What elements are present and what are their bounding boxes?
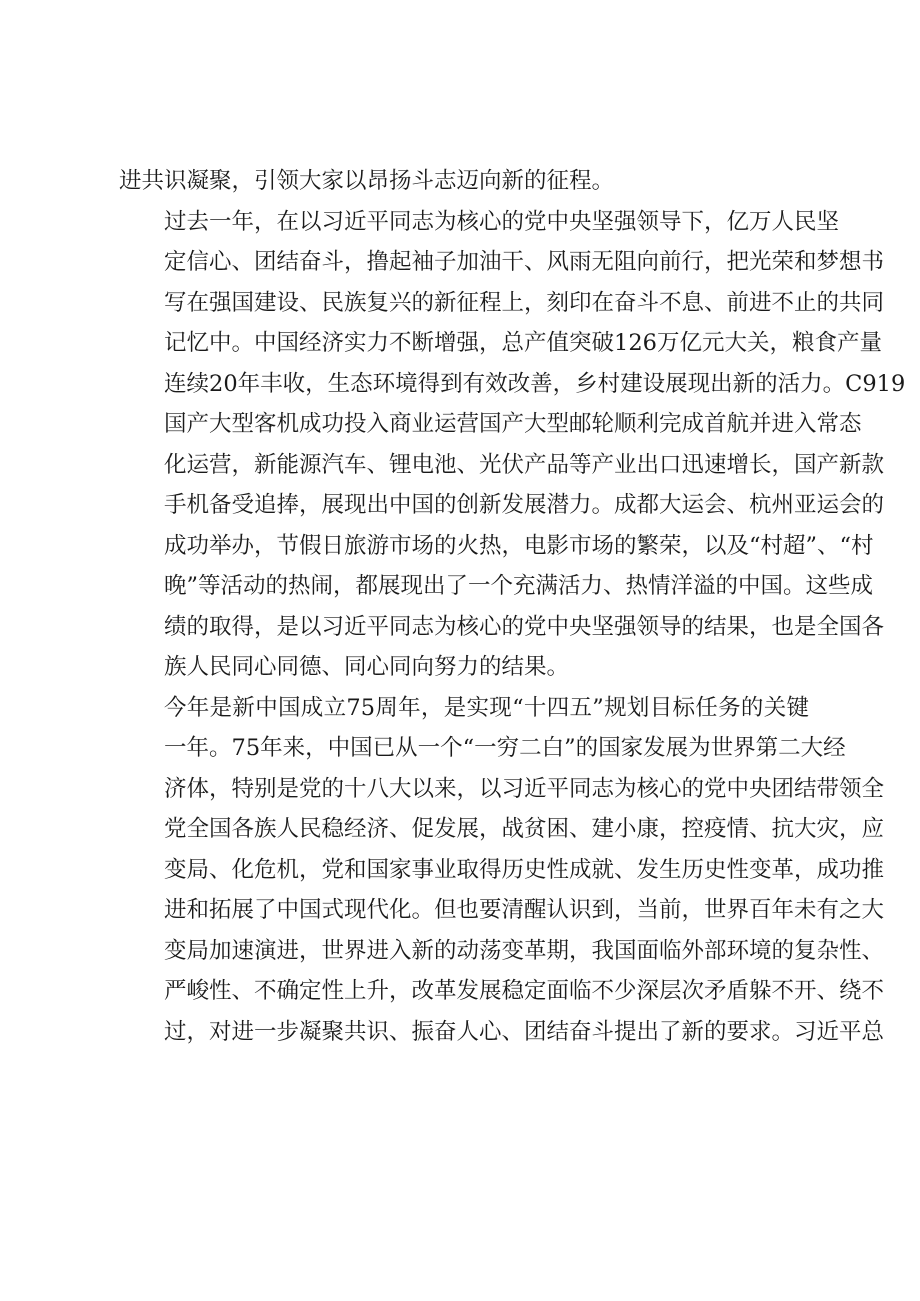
text-line: 连续20年丰收，生态环境得到有效改善，乡村建设展现出新的活力。C919 [164, 370, 906, 397]
text-line: 国产大型客机成功投入商业运营国产大型邮轮顺利完成首航并进入常态 [164, 411, 862, 437]
text-line: 化运营，新能源汽车、锂电池、光伏产品等产业出口迅速增长，国产新款 [164, 451, 885, 478]
text-line: 变局、化危机，党和国家事业取得历史性成就、发生历史性变革，成功推 [164, 856, 885, 883]
text-line: 严峻性、不确定性上升，改革发展稳定面临不少深层次矛盾躲不开、绕不 [164, 978, 885, 1004]
text-line: 写在强国建设、民族复兴的新征程上，刻印在奋斗不息、前进不止的共同 [164, 289, 885, 316]
text-line: 济体，特别是党的十八大以来，以习近平同志为核心的党中央团结带领全 [164, 775, 885, 802]
text-line: 族人民同心同德、同心同向努力的结果。 [164, 654, 570, 680]
text-line: 手机备受追捧，展现出中国的创新发展潜力。成都大运会、杭州亚运会的 [164, 492, 885, 518]
text-line: 过去一年，在以习近平同志为核心的党中央坚强领导下，亿万人民坚 [164, 208, 840, 235]
text-line: 过，对进一步凝聚共识、振奋人心、团结奋斗提出了新的要求。习近平总 [164, 1018, 885, 1045]
text-line: 成功举办，节假日旅游市场的火热，电影市场的繁荣，以及“村超”、“村 [164, 532, 874, 559]
text-line: 晚”等活动的热闹，都展现出了一个充满活力、热情洋溢的中国。这些成 [164, 573, 874, 599]
paragraph [119, 161, 809, 202]
document-body [119, 161, 906, 1052]
text-line: 绩的取得，是以习近平同志为核心的党中央坚强领导的结果，也是全国各 [164, 613, 885, 640]
text-line: 进共识凝聚，引领大家以昂扬斗志迈向新的征程。 [119, 168, 615, 194]
text-line: 今年是新中国成立75周年，是实现“十四五”规划目标任务的关键 [164, 694, 809, 721]
paragraph [119, 202, 906, 688]
paragraph [119, 688, 885, 1053]
text-line: 进和拓展了中国式现代化。但也要清醒认识到，当前，世界百年未有之大 [164, 897, 885, 923]
text-line: 定信心、团结奋斗，撸起袖子加油干、风雨无阻向前行，把光荣和梦想书 [164, 249, 885, 275]
text-line: 党全国各族人民稳经济、促发展，战贫困、建小康，控疫情、抗大灾，应 [164, 816, 885, 842]
text-line: 变局加速演进，世界进入新的动荡变革期，我国面临外部环境的复杂性、 [164, 937, 885, 964]
text-line: 记忆中。中国经济实力不断增强，总产值突破126万亿元大关，粮食产量 [164, 330, 882, 356]
text-line: 一年。75年来，中国已从一个“一穷二白”的国家发展为世界第二大经 [164, 735, 846, 761]
